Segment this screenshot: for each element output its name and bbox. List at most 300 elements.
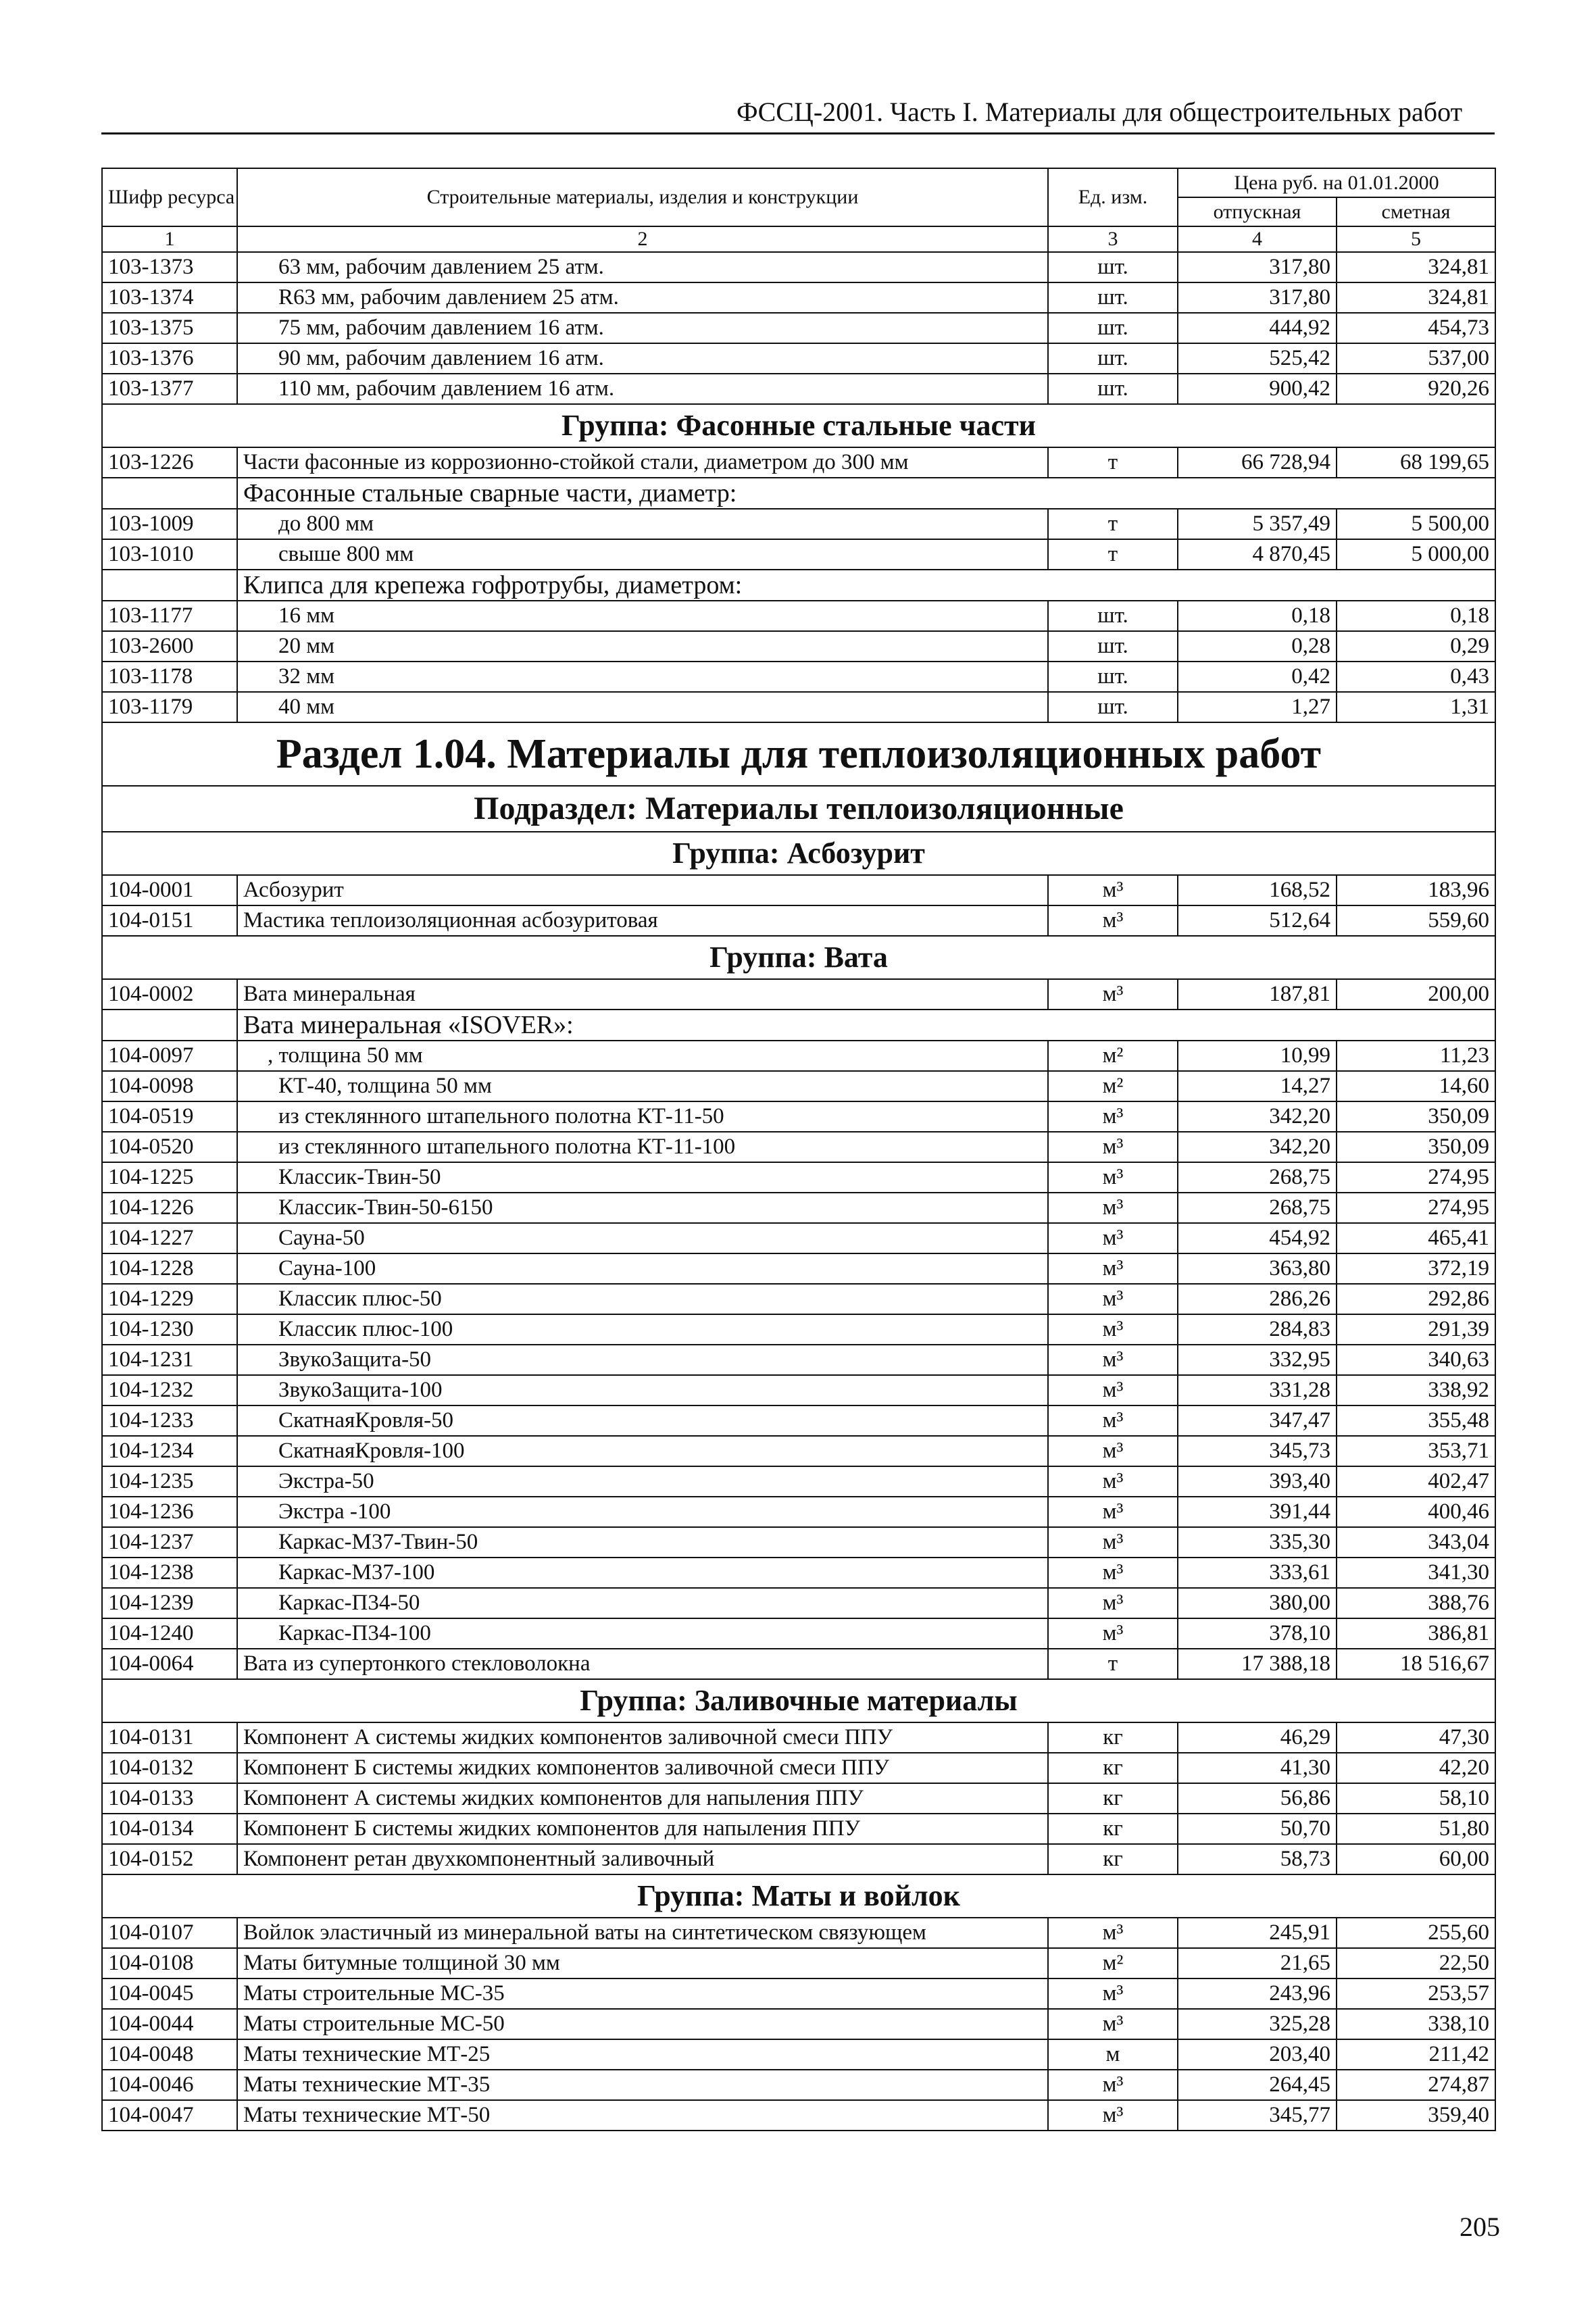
estimate-price: 51,80 — [1337, 1814, 1495, 1844]
estimate-price: 341,30 — [1337, 1558, 1495, 1588]
material-name: Вата из супертонкого стекловолокна — [237, 1649, 1048, 1679]
release-price: 345,77 — [1178, 2100, 1337, 2131]
group-heading-row — [102, 1874, 1495, 1918]
material-name: 75 мм, рабочим давлением 16 атм. — [237, 313, 1048, 343]
unit-of-measure: м³ — [1048, 1978, 1178, 2009]
material-name: Каркас-М37-Твин-50 — [237, 1527, 1048, 1558]
header-price: Цена руб. на 01.01.2000 — [1178, 168, 1495, 197]
release-price: 66 728,94 — [1178, 447, 1337, 478]
resource-code: 103-1178 — [102, 662, 237, 692]
resource-code: 104-0002 — [102, 979, 237, 1010]
table-row — [102, 1527, 1495, 1558]
table-row — [102, 1253, 1495, 1284]
resource-code-empty — [102, 570, 237, 601]
unit-of-measure: т — [1048, 447, 1178, 478]
release-price: 5 357,49 — [1178, 509, 1337, 539]
material-name: Классик плюс-100 — [237, 1314, 1048, 1345]
release-price: 0,18 — [1178, 601, 1337, 631]
estimate-price: 292,86 — [1337, 1284, 1495, 1314]
material-name: Экстра -100 — [237, 1497, 1048, 1527]
table-row — [102, 343, 1495, 374]
estimate-price: 372,19 — [1337, 1253, 1495, 1284]
material-name: 32 мм — [237, 662, 1048, 692]
estimate-price: 22,50 — [1337, 1948, 1495, 1978]
table-row — [102, 1041, 1495, 1071]
estimate-price: 559,60 — [1337, 905, 1495, 936]
header-estimate-price: сметная — [1337, 197, 1495, 226]
release-price: 56,86 — [1178, 1783, 1337, 1814]
group-title: Группа: Маты и войлок — [102, 1874, 1495, 1918]
table-row — [102, 1649, 1495, 1679]
estimate-price: 11,23 — [1337, 1041, 1495, 1071]
release-price: 284,83 — [1178, 1314, 1337, 1345]
resource-code: 103-1377 — [102, 374, 237, 404]
material-name: Компонент Б системы жидких компонентов заливочной смеси ППУ — [237, 1753, 1048, 1783]
table-row — [102, 1558, 1495, 1588]
table-row — [102, 1844, 1495, 1874]
estimate-price: 465,41 — [1337, 1223, 1495, 1253]
unit-of-measure: шт. — [1048, 692, 1178, 722]
release-price: 268,75 — [1178, 1162, 1337, 1193]
resource-code: 104-1234 — [102, 1436, 237, 1466]
estimate-price: 291,39 — [1337, 1314, 1495, 1345]
resource-code-empty — [102, 1010, 237, 1041]
estimate-price: 200,00 — [1337, 979, 1495, 1010]
section-heading-row — [102, 722, 1495, 786]
estimate-price: 42,20 — [1337, 1753, 1495, 1783]
release-price: 333,61 — [1178, 1558, 1337, 1588]
material-name: КТ-40, толщина 50 мм — [237, 1071, 1048, 1101]
material-name: Маты технические МТ-50 — [237, 2100, 1048, 2131]
release-price: 1,27 — [1178, 692, 1337, 722]
material-name: Маты технические МТ-25 — [237, 2039, 1048, 2070]
material-name: Мастика теплоизоляционная асбозуритовая — [237, 905, 1048, 936]
estimate-price: 5 500,00 — [1337, 509, 1495, 539]
resource-code: 104-0047 — [102, 2100, 237, 2131]
unit-of-measure: м³ — [1048, 1527, 1178, 1558]
material-name: Каркас-П34-100 — [237, 1618, 1048, 1649]
resource-code: 104-1230 — [102, 1314, 237, 1345]
material-name: 20 мм — [237, 631, 1048, 662]
unit-of-measure: шт. — [1048, 313, 1178, 343]
material-name: Части фасонные из коррозионно-стойкой стали, диаметром до 300 мм — [237, 447, 1048, 478]
resource-code: 104-1235 — [102, 1466, 237, 1497]
table-row — [102, 1722, 1495, 1753]
subgroup-intro-row — [102, 1010, 1495, 1041]
release-price: 363,80 — [1178, 1253, 1337, 1284]
table-row — [102, 1814, 1495, 1844]
resource-code: 104-0001 — [102, 875, 237, 905]
material-name: Классик-Твин-50 — [237, 1162, 1048, 1193]
table-row — [102, 1345, 1495, 1375]
unit-of-measure: м³ — [1048, 1193, 1178, 1223]
estimate-price: 355,48 — [1337, 1405, 1495, 1436]
resource-code: 104-0134 — [102, 1814, 237, 1844]
page-header-title: ФССЦ-2001. Часть I. Материалы для общестроительных работ — [737, 97, 1463, 127]
resource-code: 103-1375 — [102, 313, 237, 343]
release-price: 58,73 — [1178, 1844, 1337, 1874]
estimate-price: 18 516,67 — [1337, 1649, 1495, 1679]
unit-of-measure: м³ — [1048, 2100, 1178, 2131]
resource-code: 104-1228 — [102, 1253, 237, 1284]
resource-code: 104-1231 — [102, 1345, 237, 1375]
unit-of-measure: м³ — [1048, 979, 1178, 1010]
resource-code: 104-1238 — [102, 1558, 237, 1588]
material-name: Асбозурит — [237, 875, 1048, 905]
subgroup-intro-row — [102, 570, 1495, 601]
resource-code: 104-0131 — [102, 1722, 237, 1753]
material-name: 110 мм, рабочим давлением 16 атм. — [237, 374, 1048, 404]
resource-code: 104-1227 — [102, 1223, 237, 1253]
unit-of-measure: шт. — [1048, 631, 1178, 662]
estimate-price: 402,47 — [1337, 1466, 1495, 1497]
column-numbers-row — [102, 226, 1495, 252]
estimate-price: 338,10 — [1337, 2009, 1495, 2039]
table-row — [102, 1071, 1495, 1101]
group-heading-row — [102, 936, 1495, 979]
unit-of-measure: м² — [1048, 1948, 1178, 1978]
material-name: Компонент ретан двухкомпонентный заливочный — [237, 1844, 1048, 1874]
unit-of-measure: м³ — [1048, 1436, 1178, 1466]
table-row — [102, 2100, 1495, 2131]
unit-of-measure: м — [1048, 2039, 1178, 2070]
resource-code: 104-0133 — [102, 1783, 237, 1814]
table-row — [102, 601, 1495, 631]
material-name: Вата минеральная — [237, 979, 1048, 1010]
release-price: 50,70 — [1178, 1814, 1337, 1844]
resource-code: 104-0044 — [102, 2009, 237, 2039]
price-table-body — [102, 168, 1495, 2131]
unit-of-measure: шт. — [1048, 601, 1178, 631]
release-price: 187,81 — [1178, 979, 1337, 1010]
resource-code: 104-1232 — [102, 1375, 237, 1405]
group-title: Группа: Асбозурит — [102, 832, 1495, 875]
unit-of-measure: м³ — [1048, 1918, 1178, 1948]
unit-of-measure: шт. — [1048, 282, 1178, 313]
table-row — [102, 1978, 1495, 2009]
resource-code: 104-1233 — [102, 1405, 237, 1436]
table-row — [102, 1948, 1495, 1978]
unit-of-measure: м³ — [1048, 1345, 1178, 1375]
estimate-price: 58,10 — [1337, 1783, 1495, 1814]
subgroup-intro-text: Клипса для крепежа гофротрубы, диаметром: — [237, 570, 1495, 601]
table-row — [102, 1162, 1495, 1193]
table-row — [102, 252, 1495, 282]
resource-code: 103-1009 — [102, 509, 237, 539]
header-unit: Ед. изм. — [1048, 168, 1178, 226]
resource-code: 104-1237 — [102, 1527, 237, 1558]
resource-code: 104-0152 — [102, 1844, 237, 1874]
table-row — [102, 979, 1495, 1010]
resource-code: 104-1225 — [102, 1162, 237, 1193]
material-name: Классик-Твин-50-6150 — [237, 1193, 1048, 1223]
subsection-title: Подраздел: Материалы теплоизоляционные — [102, 786, 1495, 832]
unit-of-measure: м³ — [1048, 1223, 1178, 1253]
estimate-price: 353,71 — [1337, 1436, 1495, 1466]
release-price: 10,99 — [1178, 1041, 1337, 1071]
resource-code: 103-1226 — [102, 447, 237, 478]
column-number: 5 — [1337, 226, 1495, 252]
estimate-price: 5 000,00 — [1337, 539, 1495, 570]
material-name: Компонент А системы жидких компонентов для напыления ППУ — [237, 1783, 1048, 1814]
resource-code: 104-0046 — [102, 2070, 237, 2100]
material-name: , толщина 50 мм — [237, 1041, 1048, 1071]
table-row — [102, 2070, 1495, 2100]
column-number: 2 — [237, 226, 1048, 252]
resource-code: 103-2600 — [102, 631, 237, 662]
material-name: 40 мм — [237, 692, 1048, 722]
table-row — [102, 2009, 1495, 2039]
resource-code: 104-0132 — [102, 1753, 237, 1783]
unit-of-measure: м³ — [1048, 905, 1178, 936]
column-number: 1 — [102, 226, 237, 252]
unit-of-measure: шт. — [1048, 252, 1178, 282]
table-row — [102, 1466, 1495, 1497]
estimate-price: 211,42 — [1337, 2039, 1495, 2070]
estimate-price: 0,43 — [1337, 662, 1495, 692]
material-name: Компонент Б системы жидких компонентов для напыления ППУ — [237, 1814, 1048, 1844]
price-table — [101, 168, 1496, 2131]
table-row — [102, 282, 1495, 313]
estimate-price: 60,00 — [1337, 1844, 1495, 1874]
group-heading-row — [102, 404, 1495, 447]
resource-code: 104-0108 — [102, 1948, 237, 1978]
estimate-price: 274,95 — [1337, 1193, 1495, 1223]
table-row — [102, 692, 1495, 722]
resource-code: 103-1374 — [102, 282, 237, 313]
unit-of-measure: шт. — [1048, 343, 1178, 374]
estimate-price: 338,92 — [1337, 1375, 1495, 1405]
unit-of-measure: м³ — [1048, 1405, 1178, 1436]
resource-code: 104-0520 — [102, 1132, 237, 1162]
material-name: из стеклянного штапельного полотна КТ-11-100 — [237, 1132, 1048, 1162]
release-price: 391,44 — [1178, 1497, 1337, 1527]
estimate-price: 0,18 — [1337, 601, 1495, 631]
release-price: 4 870,45 — [1178, 539, 1337, 570]
table-row — [102, 1497, 1495, 1527]
table-row — [102, 1375, 1495, 1405]
unit-of-measure: шт. — [1048, 374, 1178, 404]
release-price: 286,26 — [1178, 1284, 1337, 1314]
resource-code: 103-1179 — [102, 692, 237, 722]
material-name: СкатнаяКровля-50 — [237, 1405, 1048, 1436]
release-price: 41,30 — [1178, 1753, 1337, 1783]
unit-of-measure: м³ — [1048, 1558, 1178, 1588]
release-price: 345,73 — [1178, 1436, 1337, 1466]
table-row — [102, 1405, 1495, 1436]
resource-code: 104-0045 — [102, 1978, 237, 2009]
material-name: Экстра-50 — [237, 1466, 1048, 1497]
table-row — [102, 1223, 1495, 1253]
release-price: 203,40 — [1178, 2039, 1337, 2070]
unit-of-measure: м³ — [1048, 1162, 1178, 1193]
material-name: 16 мм — [237, 601, 1048, 631]
release-price: 46,29 — [1178, 1722, 1337, 1753]
material-name: Каркас-П34-50 — [237, 1588, 1048, 1618]
table-row — [102, 509, 1495, 539]
release-price: 900,42 — [1178, 374, 1337, 404]
estimate-price: 386,81 — [1337, 1618, 1495, 1649]
estimate-price: 274,95 — [1337, 1162, 1495, 1193]
material-name: ЗвукоЗащита-100 — [237, 1375, 1048, 1405]
material-name: Классик плюс-50 — [237, 1284, 1048, 1314]
material-name: 90 мм, рабочим давлением 16 атм. — [237, 343, 1048, 374]
release-price: 347,47 — [1178, 1405, 1337, 1436]
estimate-price: 920,26 — [1337, 374, 1495, 404]
subgroup-intro-text: Вата минеральная «ISOVER»: — [237, 1010, 1495, 1041]
table-row — [102, 1132, 1495, 1162]
resource-code: 104-0107 — [102, 1918, 237, 1948]
estimate-price: 324,81 — [1337, 252, 1495, 282]
unit-of-measure: кг — [1048, 1783, 1178, 1814]
unit-of-measure: м³ — [1048, 2009, 1178, 2039]
estimate-price: 350,09 — [1337, 1132, 1495, 1162]
resource-code: 104-0098 — [102, 1071, 237, 1101]
section-title: Раздел 1.04. Материалы для теплоизоляционных работ — [102, 722, 1495, 786]
resource-code: 104-0097 — [102, 1041, 237, 1071]
resource-code: 104-1240 — [102, 1618, 237, 1649]
table-row — [102, 905, 1495, 936]
material-name: 63 мм, рабочим давлением 25 атм. — [237, 252, 1048, 282]
material-name: Маты битумные толщиной 30 мм — [237, 1948, 1048, 1978]
material-name: до 800 мм — [237, 509, 1048, 539]
release-price: 0,42 — [1178, 662, 1337, 692]
page-number: 205 — [1460, 2212, 1500, 2242]
table-row — [102, 1783, 1495, 1814]
release-price: 317,80 — [1178, 252, 1337, 282]
resource-code: 104-0519 — [102, 1101, 237, 1132]
estimate-price: 68 199,65 — [1337, 447, 1495, 478]
group-title: Группа: Заливочные материалы — [102, 1679, 1495, 1722]
group-heading-row — [102, 832, 1495, 875]
column-number: 4 — [1178, 226, 1337, 252]
resource-code: 103-1177 — [102, 601, 237, 631]
release-price: 335,30 — [1178, 1527, 1337, 1558]
group-title: Группа: Фасонные стальные части — [102, 404, 1495, 447]
resource-code: 103-1010 — [102, 539, 237, 570]
table-row — [102, 1101, 1495, 1132]
estimate-price: 359,40 — [1337, 2100, 1495, 2131]
estimate-price: 255,60 — [1337, 1918, 1495, 1948]
release-price: 525,42 — [1178, 343, 1337, 374]
estimate-price: 274,87 — [1337, 2070, 1495, 2100]
release-price: 264,45 — [1178, 2070, 1337, 2100]
estimate-price: 340,63 — [1337, 1345, 1495, 1375]
resource-code: 103-1373 — [102, 252, 237, 282]
resource-code: 104-1226 — [102, 1193, 237, 1223]
table-row — [102, 374, 1495, 404]
release-price: 0,28 — [1178, 631, 1337, 662]
release-price: 325,28 — [1178, 2009, 1337, 2039]
material-name: Сауна-100 — [237, 1253, 1048, 1284]
unit-of-measure: м³ — [1048, 1375, 1178, 1405]
resource-code: 103-1376 — [102, 343, 237, 374]
material-name: СкатнаяКровля-100 — [237, 1436, 1048, 1466]
material-name: Маты строительные МС-50 — [237, 2009, 1048, 2039]
estimate-price: 400,46 — [1337, 1497, 1495, 1527]
table-row — [102, 313, 1495, 343]
subsection-heading-row — [102, 786, 1495, 832]
table-row — [102, 1588, 1495, 1618]
material-name: из стеклянного штапельного полотна КТ-11-50 — [237, 1101, 1048, 1132]
release-price: 393,40 — [1178, 1466, 1337, 1497]
unit-of-measure: м³ — [1048, 2070, 1178, 2100]
release-price: 17 388,18 — [1178, 1649, 1337, 1679]
table-row — [102, 1314, 1495, 1345]
table-row — [102, 875, 1495, 905]
unit-of-measure: м³ — [1048, 1101, 1178, 1132]
unit-of-measure: кг — [1048, 1814, 1178, 1844]
material-name: Каркас-М37-100 — [237, 1558, 1048, 1588]
estimate-price: 1,31 — [1337, 692, 1495, 722]
material-name: Маты строительные МС-35 — [237, 1978, 1048, 2009]
header-release-price: отпускная — [1178, 197, 1337, 226]
table-row — [102, 2039, 1495, 2070]
unit-of-measure: м² — [1048, 1041, 1178, 1071]
material-name: Маты технические МТ-35 — [237, 2070, 1048, 2100]
material-name: ЗвукоЗащита-50 — [237, 1345, 1048, 1375]
group-title: Группа: Вата — [102, 936, 1495, 979]
material-name: Войлок эластичный из минеральной ваты на синтетическом связующем — [237, 1918, 1048, 1948]
release-price: 444,92 — [1178, 313, 1337, 343]
column-number: 3 — [1048, 226, 1178, 252]
release-price: 512,64 — [1178, 905, 1337, 936]
table-row — [102, 1753, 1495, 1783]
unit-of-measure: кг — [1048, 1844, 1178, 1874]
table-row — [102, 631, 1495, 662]
estimate-price: 454,73 — [1337, 313, 1495, 343]
unit-of-measure: т — [1048, 1649, 1178, 1679]
estimate-price: 0,29 — [1337, 631, 1495, 662]
resource-code: 104-0048 — [102, 2039, 237, 2070]
resource-code-empty — [102, 478, 237, 509]
unit-of-measure: м³ — [1048, 1284, 1178, 1314]
resource-code: 104-0151 — [102, 905, 237, 936]
table-row — [102, 1193, 1495, 1223]
material-name: R63 мм, рабочим давлением 25 атм. — [237, 282, 1048, 313]
material-name: Сауна-50 — [237, 1223, 1048, 1253]
release-price: 168,52 — [1178, 875, 1337, 905]
estimate-price: 343,04 — [1337, 1527, 1495, 1558]
unit-of-measure: т — [1048, 509, 1178, 539]
header-name: Строительные материалы, изделия и конструкции — [237, 168, 1048, 226]
unit-of-measure: м³ — [1048, 1132, 1178, 1162]
table-row — [102, 1618, 1495, 1649]
table-row — [102, 662, 1495, 692]
release-price: 245,91 — [1178, 1918, 1337, 1948]
unit-of-measure: м³ — [1048, 1497, 1178, 1527]
release-price: 454,92 — [1178, 1223, 1337, 1253]
unit-of-measure: т — [1048, 539, 1178, 570]
unit-of-measure: м³ — [1048, 1618, 1178, 1649]
release-price: 332,95 — [1178, 1345, 1337, 1375]
release-price: 331,28 — [1178, 1375, 1337, 1405]
resource-code: 104-1239 — [102, 1588, 237, 1618]
table-row — [102, 1436, 1495, 1466]
release-price: 14,27 — [1178, 1071, 1337, 1101]
unit-of-measure: м³ — [1048, 1588, 1178, 1618]
material-name: свыше 800 мм — [237, 539, 1048, 570]
material-name: Компонент А системы жидких компонентов заливочной смеси ППУ — [237, 1722, 1048, 1753]
estimate-price: 324,81 — [1337, 282, 1495, 313]
subgroup-intro-text: Фасонные стальные сварные части, диаметр: — [237, 478, 1495, 509]
unit-of-measure: кг — [1048, 1722, 1178, 1753]
estimate-price: 350,09 — [1337, 1101, 1495, 1132]
group-heading-row — [102, 1679, 1495, 1722]
release-price: 243,96 — [1178, 1978, 1337, 2009]
release-price: 268,75 — [1178, 1193, 1337, 1223]
release-price: 378,10 — [1178, 1618, 1337, 1649]
